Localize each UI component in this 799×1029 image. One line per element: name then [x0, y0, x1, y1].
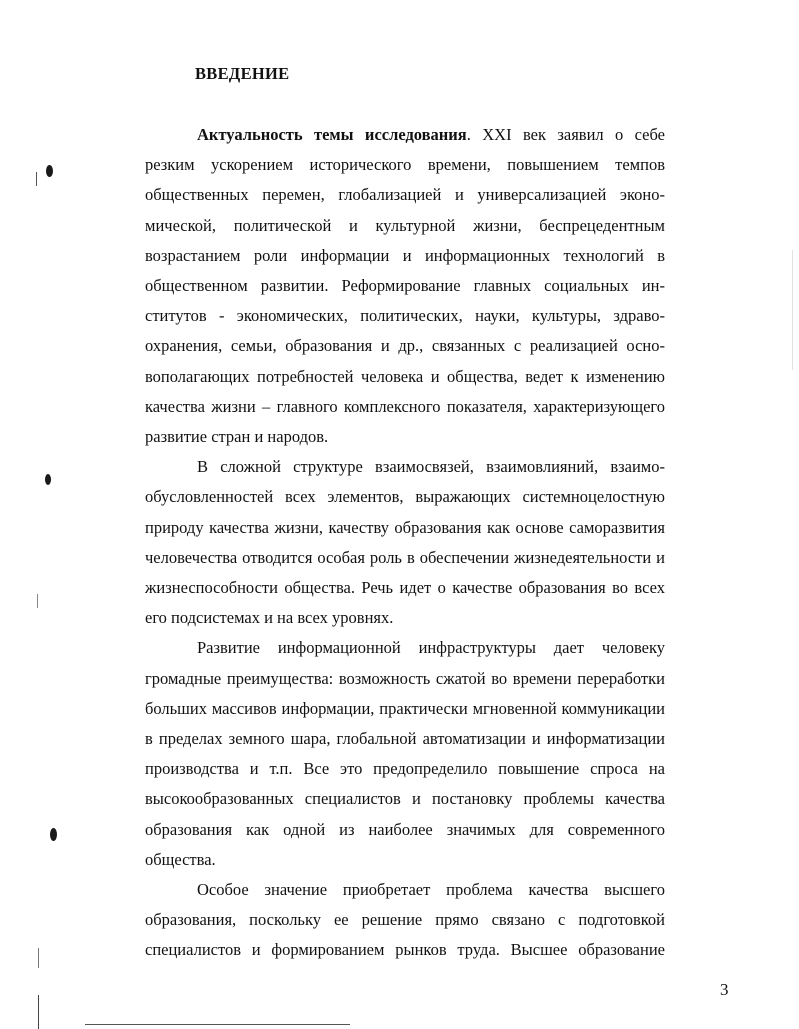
binding-hole-mark-bottom	[50, 828, 57, 841]
page-number: 3	[720, 980, 729, 999]
paragraph-text: В сложной структуре взаимосвязей, взаимовлияний, взаимообусловленностей всех элементов, выражающих системноцелостную природу качества жизни, качеству образования как основе саморазвития человечества отводится особая роль в обеспечении жизнедеятельности и жизнеспособности общества. Речь идет о качестве образования во всех его подсистемах и на всех уровнях.	[145, 457, 665, 628]
right-edge-line	[792, 250, 793, 370]
page-heading: ВВЕДЕНИЕ	[195, 64, 290, 83]
paragraph-text: Развитие информационной инфраструктуры дает человеку громадные преимущества: возможность сжатой во времени переработки больших массивов информации, практически мгновенной коммуникации в пределах земного шара, глобальной автоматизации и информатизации производства и т.п. Все это предопределило повышение спроса на высокообразованных специалистов и постановку проблемы качества образования как одной из наиболее значимых для современного общества.	[145, 638, 665, 869]
paragraph-2	[145, 452, 665, 633]
binding-hole-mark-middle	[45, 474, 51, 485]
paragraph-4	[145, 875, 665, 966]
bottom-edge-line	[85, 1024, 350, 1025]
paragraph-lead: Актуальность темы исследования	[197, 125, 467, 144]
margin-line-middle	[37, 594, 38, 608]
paragraph-text: . XXI век заявил о себе резким ускорением исторического времени, повышением темпов общественных перемен, глобализацией и универсализацией экономической, политической и культурной жизни, беспрецедентным возрастанием роли информации и информационных технологий в общественном развитии. Реформирование главных социальных институтов - экономических, политических, науки, культуры, здравоохранения, семьи, образования и др., связанных с реализацией основополагающих потребностей человека и общества, ведет к изменению качества жизни – главного комплексного показателя, характеризующего развитие стран и народов.	[145, 125, 666, 447]
margin-line-top	[36, 172, 37, 186]
margin-line-bottom	[38, 948, 39, 968]
body-text	[145, 120, 665, 966]
binding-hole-mark-top	[46, 165, 53, 177]
margin-line-corner	[38, 995, 39, 1029]
paragraph-1	[145, 120, 665, 452]
paragraph-text: Особое значение приобретает проблема качества высшего образования, поскольку ее решение прямо связано с подготовкой специалистов и формированием рынков труда. Высшее образование	[145, 880, 665, 960]
paragraph-3	[145, 633, 665, 875]
